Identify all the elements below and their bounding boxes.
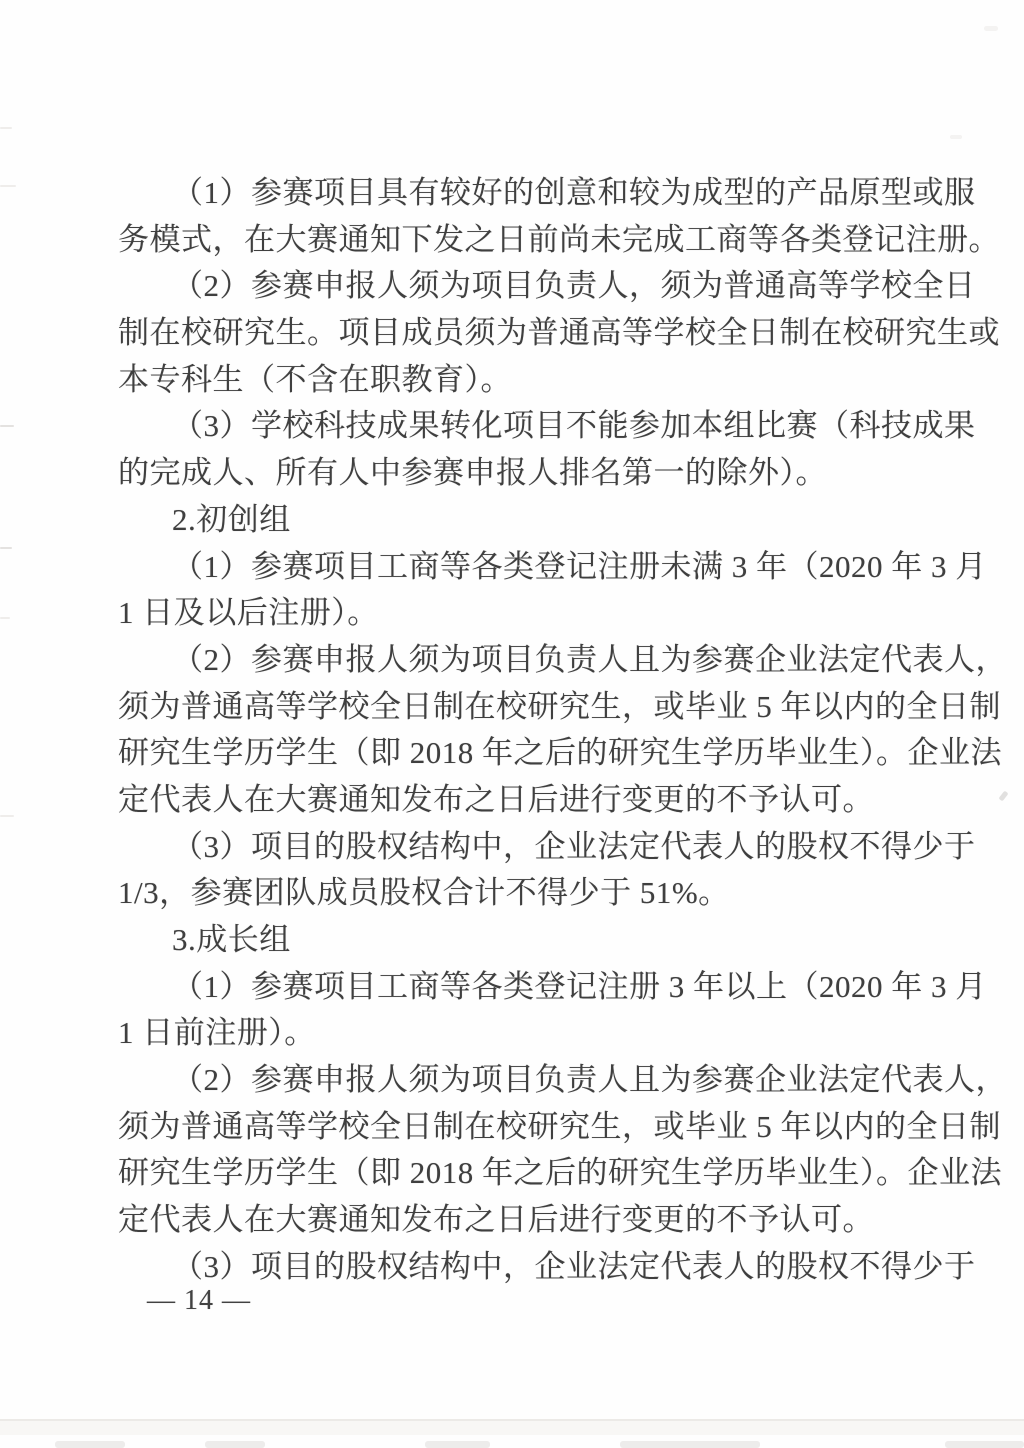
paragraph-line: 本专科生（不含在职教育）。 — [118, 361, 512, 397]
scan-artifact — [0, 815, 14, 817]
page-number: — 14 — — [147, 1285, 251, 1316]
paragraph-first-line: （3）项目的股权结构中，企业法定代表人的股权不得少于 — [172, 828, 976, 864]
paragraph-first-line: 3.成长组 — [172, 922, 291, 957]
document-body — [118, 170, 1010, 1291]
paragraph-line: 1 日前注册）。 — [118, 1015, 316, 1051]
paragraph-line: 研究生学历学生（即 2018 年之后的研究生学历毕业生）。企业法 — [118, 1155, 1002, 1191]
paragraph-line: 须为普通高等学校全日制在校研究生，或毕业 5 年以内的全日制 — [118, 688, 1001, 724]
paragraph-line: 务模式，在大赛通知下发之日前尚未完成工商等各类登记注册。 — [118, 221, 1000, 257]
scan-artifact — [945, 1441, 1024, 1448]
paragraph-first-line: （1）参赛项目具有较好的创意和较为成型的产品原型或服 — [172, 175, 976, 210]
scan-artifact — [620, 1441, 760, 1448]
paragraph-first-line: （3）项目的股权结构中，企业法定代表人的股权不得少于 — [172, 1248, 976, 1284]
scan-artifact — [0, 185, 16, 187]
scan-artifact — [0, 617, 10, 619]
scan-artifact — [0, 127, 12, 129]
paragraph-first-line: （3）学校科技成果转化项目不能参加本组比赛（科技成果 — [172, 408, 976, 444]
paragraph-line: 制在校研究生。项目成员须为普通高等学校全日制在校研究生或 — [118, 315, 1000, 351]
scan-artifact — [950, 135, 962, 139]
paragraph-first-line: 2.初创组 — [172, 501, 291, 537]
paragraph-first-line: （1）参赛项目工商等各类登记注册未满 3 年（2020 年 3 月 — [172, 548, 987, 584]
paragraph-first-line: （2）参赛申报人须为项目负责人且为参赛企业法定代表人， — [172, 1062, 1007, 1098]
paragraph-line: 1 日及以后注册）。 — [118, 595, 379, 631]
paragraph-first-line: （2）参赛申报人须为项目负责人且为参赛企业法定代表人， — [172, 641, 1007, 677]
scan-artifact — [425, 1441, 490, 1448]
scan-artifact — [984, 26, 998, 31]
paragraph-first-line: （2）参赛申报人须为项目负责人，须为普通高等学校全日 — [172, 268, 976, 304]
paragraph-line: 1/3，参赛团队成员股权合计不得少于 51%。 — [118, 875, 730, 911]
paragraph-line: 定代表人在大赛通知发布之日后进行变更的不予认可。 — [118, 781, 874, 817]
scan-artifact — [0, 425, 14, 427]
paragraph-line: 定代表人在大赛通知发布之日后进行变更的不予认可。 — [118, 1202, 874, 1238]
paragraph-line: 的完成人、所有人中参赛申报人排名第一的除外）。 — [118, 455, 827, 491]
scan-artifact — [0, 547, 12, 549]
scan-artifact — [0, 1421, 1024, 1435]
paragraph-line: 须为普通高等学校全日制在校研究生，或毕业 5 年以内的全日制 — [118, 1108, 1001, 1144]
paragraph-first-line: （1）参赛项目工商等各类登记注册 3 年以上（2020 年 3 月 — [172, 968, 987, 1004]
scan-artifact — [0, 1419, 1024, 1421]
paragraph-line: 研究生学历学生（即 2018 年之后的研究生学历毕业生）。企业法 — [118, 735, 1002, 771]
scan-artifact — [205, 1441, 265, 1448]
scan-artifact — [55, 1441, 125, 1448]
